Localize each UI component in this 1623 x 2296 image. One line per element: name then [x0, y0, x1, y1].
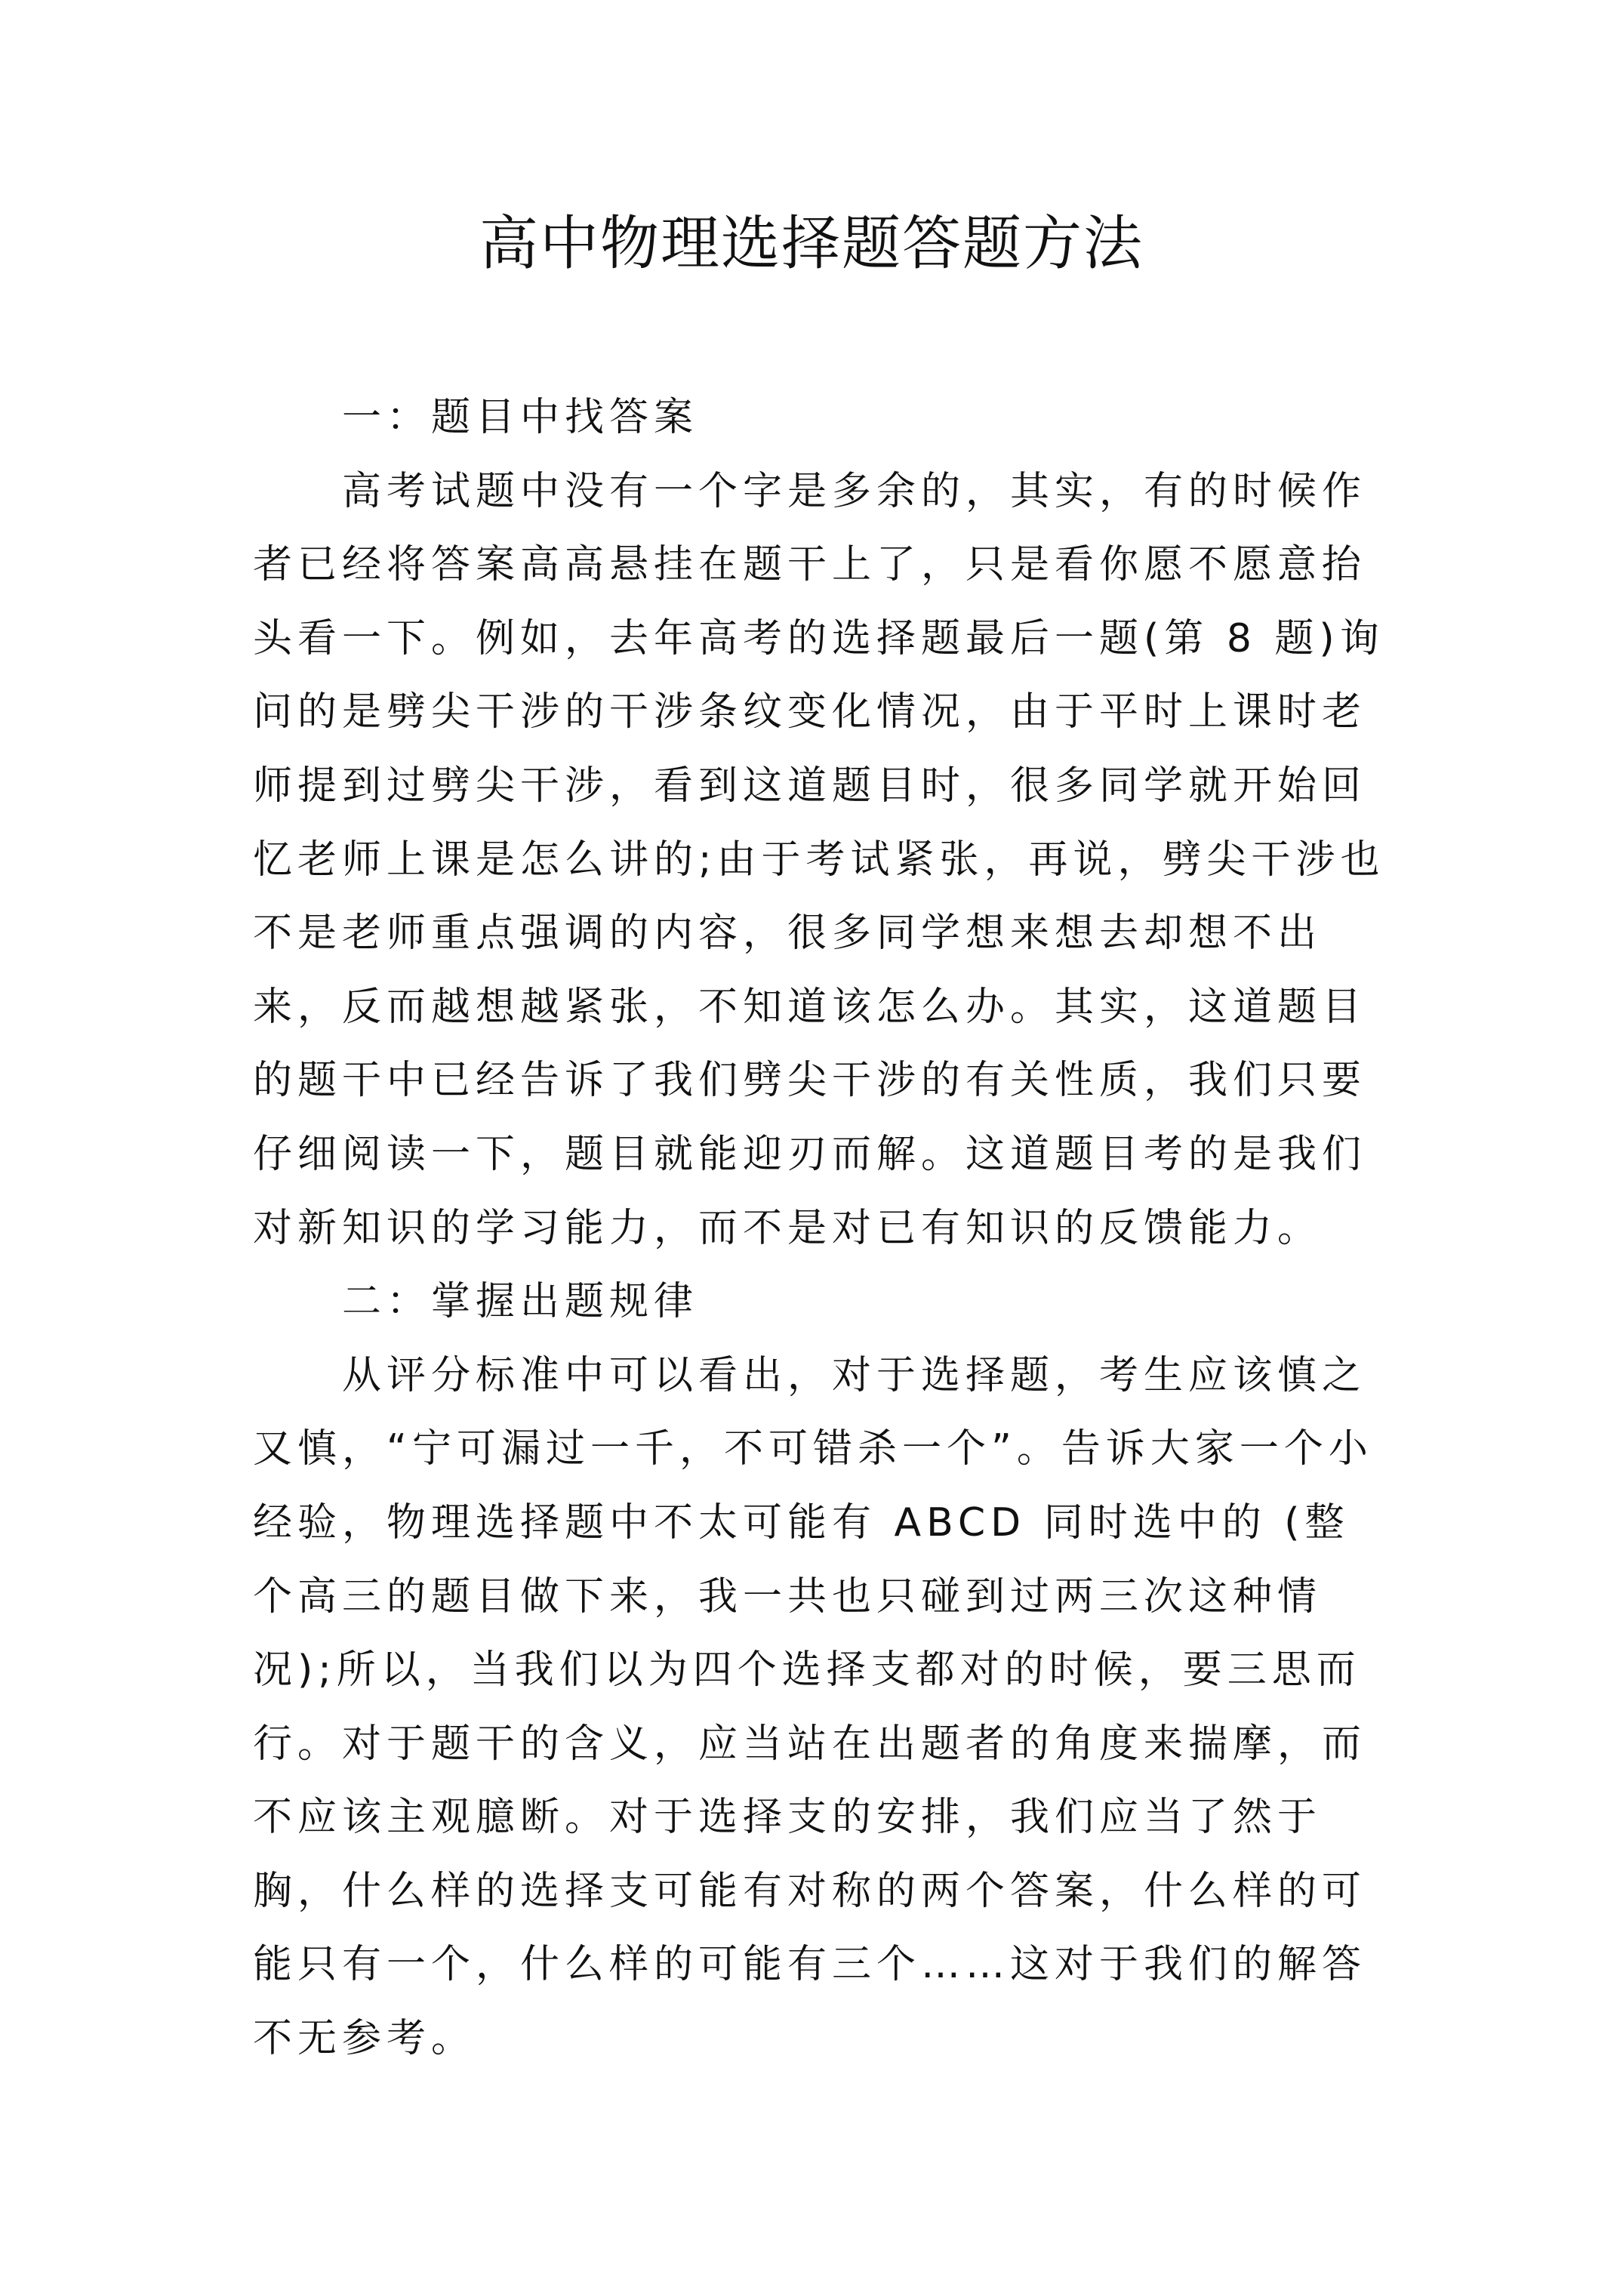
section-paragraph-2: 从评分标准中可以看出，对于选择题，考生应该慎之又慎，“宁可漏过一千，不可错杀一个”。告诉大家一个小经验，物理选择题中不太可能有 ABCD 同时选中的 (整个高三的题目做下来，我一共也只碰到过两三次这种情况);所以，当我们以为四个选择支都对的时候，要三思而行。对于题干的含义，应当站在出题者的角度来揣摩，而不应该主观臆断。对于选择支的安排，我们应当了然于胸，什么样的选择支可能有对称的两个答案，什么样的可能只有一个，什么样的可能有三个……这对于我们的解答不无参考。 [253, 1352, 1373, 2062]
document-body [253, 381, 1385, 2076]
section-paragraph-1: 高考试题中没有一个字是多余的，其实，有的时候作者已经将答案高高悬挂在题干上了，只是看你愿不愿意抬头看一下。例如，去年高考的选择题最后一题(第 8 题)询问的是劈尖干涉的干涉条纹变化情况，由于平时上课时老师提到过劈尖干涉，看到这道题目时，很多同学就开始回忆老师上课是怎么讲的;由于考试紧张，再说，劈尖干涉也不是老师重点强调的内容，很多同学想来想去却想不出来，反而越想越紧张，不知道该怎么办。其实，这道题目的题干中已经告诉了我们劈尖干涉的有关性质，我们只要仔细阅读一下，题目就能迎刃而解。这道题目考的是我们对新知识的学习能力，而不是对已有知识的反馈能力。 [253, 468, 1385, 1251]
document-title: 高中物理选择题答题方法 [479, 210, 1144, 278]
section-heading-1: 一：题目中找答案 [342, 395, 699, 440]
section-heading-2: 二：掌握出题规律 [342, 1279, 699, 1325]
